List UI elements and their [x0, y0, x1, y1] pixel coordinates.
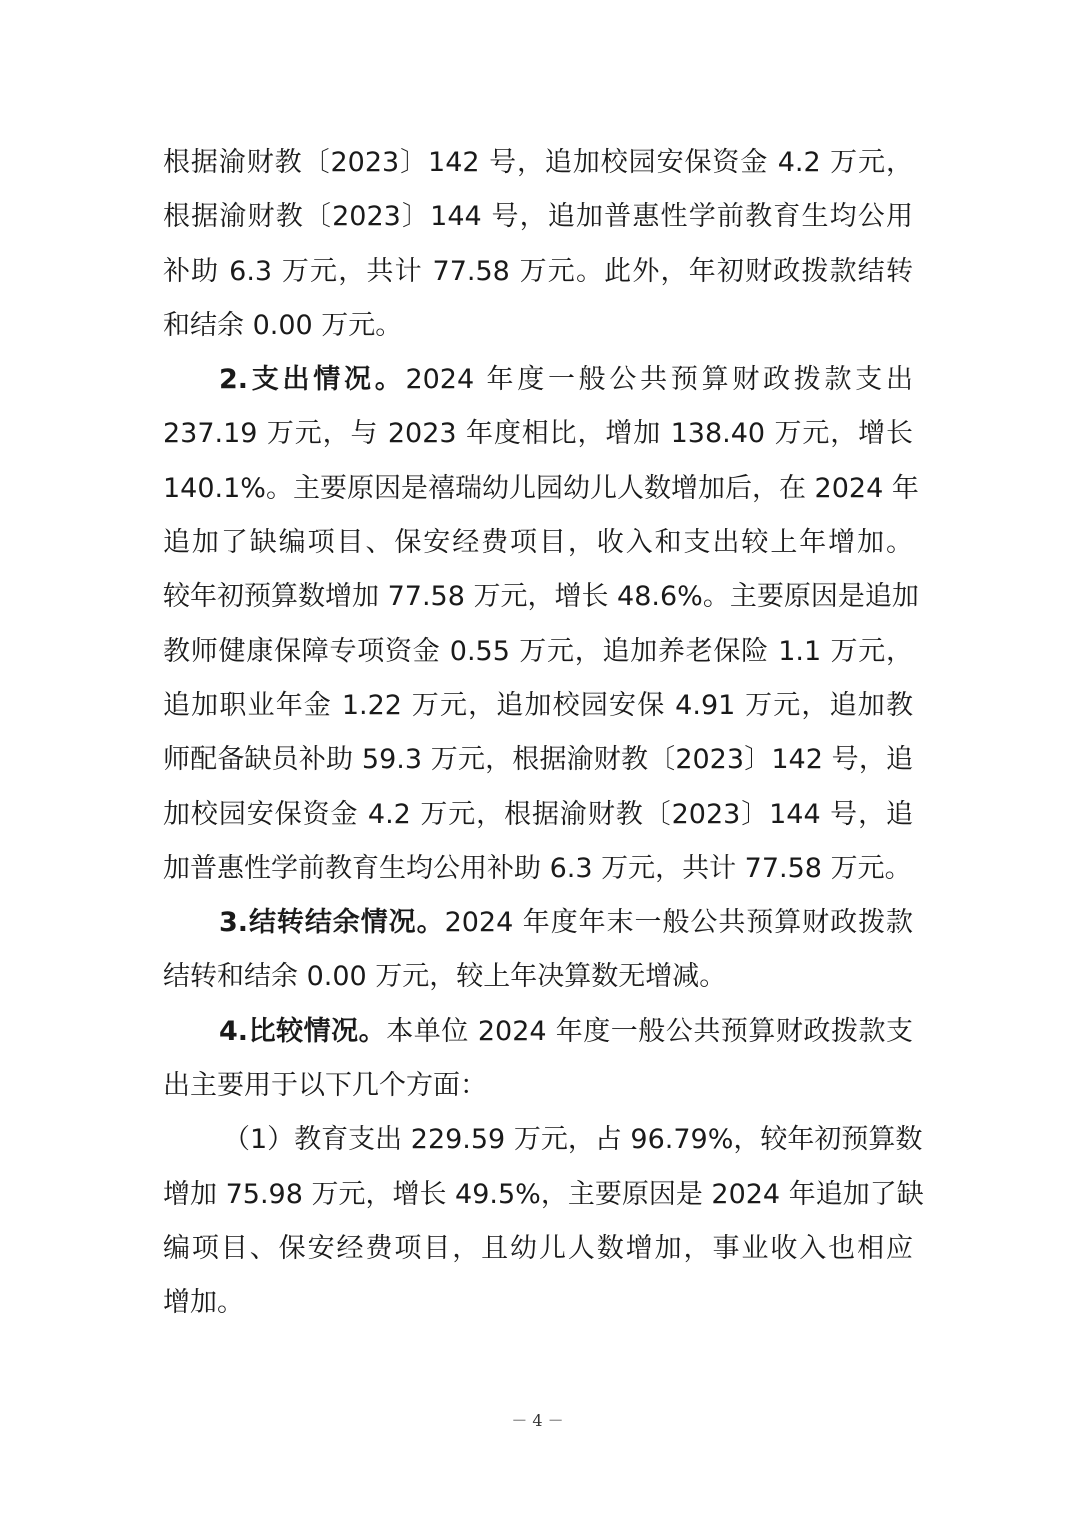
paragraph-line: 140.1%。主要原因是禧瑞幼儿园幼儿人数增加后，在 2024 年: [163, 472, 919, 504]
paragraph-first-line: [163, 353, 913, 407]
paragraph-line: 编项目、保安经费项目，且幼儿人数增加，事业收入也相应: [163, 1232, 913, 1264]
paragraph-line: 根据渝财教〔2023〕142 号，追加校园安保资金 4.2 万元，: [163, 147, 913, 178]
paragraph-line: 根据渝财教〔2023〕144 号，追加普惠性学前教育生均公用: [163, 201, 913, 233]
paragraph-line: 教师健康保障专项资金 0.55 万元，追加养老保险 1.1 万元，: [163, 635, 913, 667]
paragraph-line: 增加。: [163, 1287, 244, 1319]
section-heading: 4.比较情况。: [219, 1015, 387, 1047]
page-number: － 4 －: [511, 1411, 564, 1430]
paragraph-text: 2024 年度年末一般公共预算财政拨款: [444, 907, 914, 939]
paragraph-line: 追加了缺编项目、保安经费项目，收入和支出较上年增加。: [163, 527, 913, 559]
paragraph-line: 加普惠性学前教育生均公用补助 6.3 万元，共计 77.58 万元。: [163, 852, 912, 884]
section-heading: 2.支出情况。: [219, 364, 406, 396]
paragraph-line: 和结余 0.00 万元。: [163, 309, 403, 341]
paragraph-first-line: （1）教育支出 229.59 万元，占 96.79%，较年初预算数: [223, 1124, 923, 1156]
paragraph-first-line: [163, 1005, 913, 1059]
paragraph-line: 较年初预算数增加 77.58 万元，增长 48.6%。主要原因是追加: [163, 581, 919, 613]
document-body: [163, 136, 924, 1331]
paragraph-line: 补助 6.3 万元，共计 77.58 万元。此外，年初财政拨款结转: [163, 255, 913, 287]
paragraph-line: 增加 75.98 万元，增长 49.5%，主要原因是 2024 年追加了缺: [163, 1178, 924, 1210]
paragraph-text: 本单位 2024 年度一般公共预算财政拨款支: [386, 1015, 913, 1047]
paragraph-line: 追加职业年金 1.22 万元，追加校园安保 4.91 万元，追加教: [163, 689, 913, 721]
paragraph-line: 出主要用于以下几个方面：: [163, 1070, 487, 1102]
paragraph-first-line: [163, 896, 913, 950]
paragraph-line: 结转和结余 0.00 万元，较上年决算数无增减。: [163, 961, 727, 993]
paragraph-line: 237.19 万元，与 2023 年度相比，增加 138.40 万元，增长: [163, 418, 913, 450]
paragraph-text: 2024 年度一般公共预算财政拨款支出: [405, 364, 914, 396]
paragraph-line: 师配备缺员补助 59.3 万元，根据渝财教〔2023〕142 号，追: [163, 744, 913, 776]
paragraph-line: 加校园安保资金 4.2 万元，根据渝财教〔2023〕144 号，追: [163, 798, 913, 830]
section-heading: 3.结转结余情况。: [219, 907, 445, 939]
